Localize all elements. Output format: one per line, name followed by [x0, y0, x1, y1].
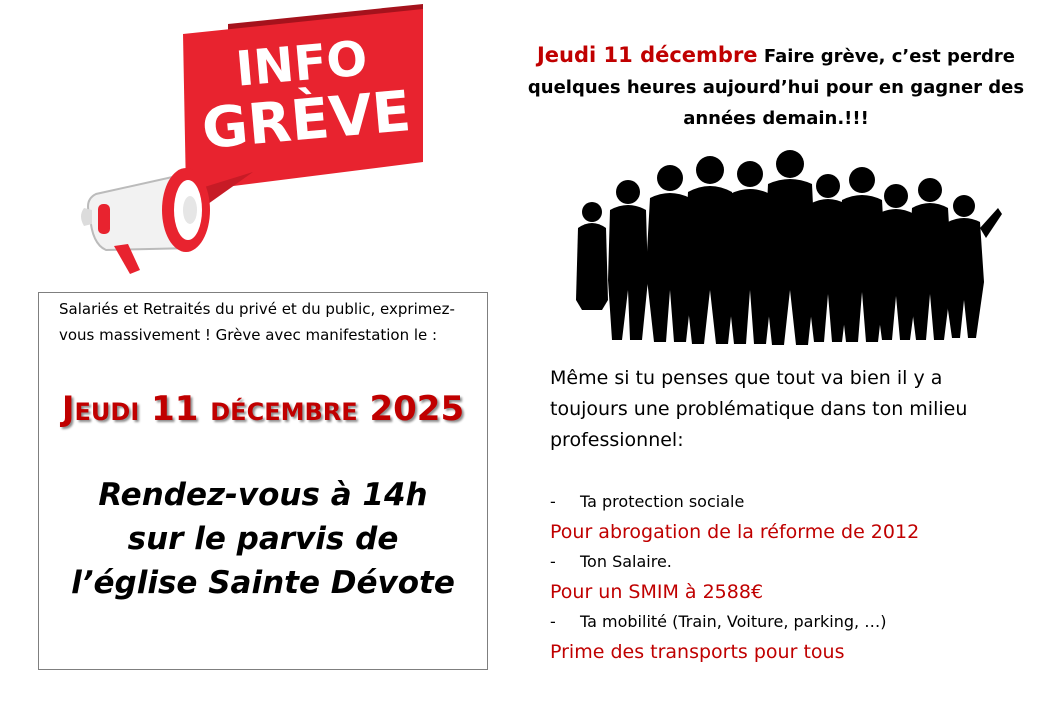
meeting-line-2: sur le parvis de [127, 521, 399, 557]
list-item [550, 547, 1020, 577]
strike-info-box [38, 292, 488, 670]
demand-text: Pour un SMIM à 2588€ [550, 581, 764, 603]
list-dash: - [550, 552, 556, 571]
headline-date: Jeudi 11 décembre [536, 43, 758, 67]
demand-text: Prime des transports pour tous [550, 641, 845, 663]
demands-intro: Même si tu penses que tout va bien il y a toujours une problématique dans ton milieu professionnel: [550, 367, 968, 451]
crowd-figures [576, 150, 1002, 345]
crowd-silhouette [570, 150, 1002, 345]
megaphone-icon [81, 168, 210, 274]
banner-line2: GRÈVE [199, 79, 414, 163]
info-greve-logo [78, 4, 430, 286]
meeting-point [39, 473, 487, 605]
meeting-line-3: l’église Sainte Dévote [71, 565, 455, 601]
demand-text: Pour abrogation de la réforme de 2012 [550, 521, 920, 543]
list-item-label: Ta protection sociale [580, 492, 745, 511]
list-item [550, 607, 1020, 637]
list-dash: - [550, 492, 556, 511]
meeting-line-1: Rendez-vous à 14h [98, 477, 428, 513]
banner-line1: INFO [233, 30, 370, 98]
list-item [550, 487, 1020, 517]
list-dash: - [550, 612, 556, 631]
list-item-label: Ta mobilité (Train, Voiture, parking, …) [580, 612, 887, 631]
headline-message: Faire grève, c’est perdre quelques heures aujourd’hui pour en gagner des années demain.!!! [527, 46, 1025, 129]
demands-section [550, 363, 1020, 667]
headline [520, 40, 1032, 134]
box-intro: Salariés et Retraités du privé et du public, exprimez-vous massivement ! Grève avec manifestation le : [59, 300, 455, 344]
list-item-label: Ton Salaire. [580, 552, 672, 571]
strike-date: Jeudi 11 décembre 2025 [61, 389, 465, 429]
